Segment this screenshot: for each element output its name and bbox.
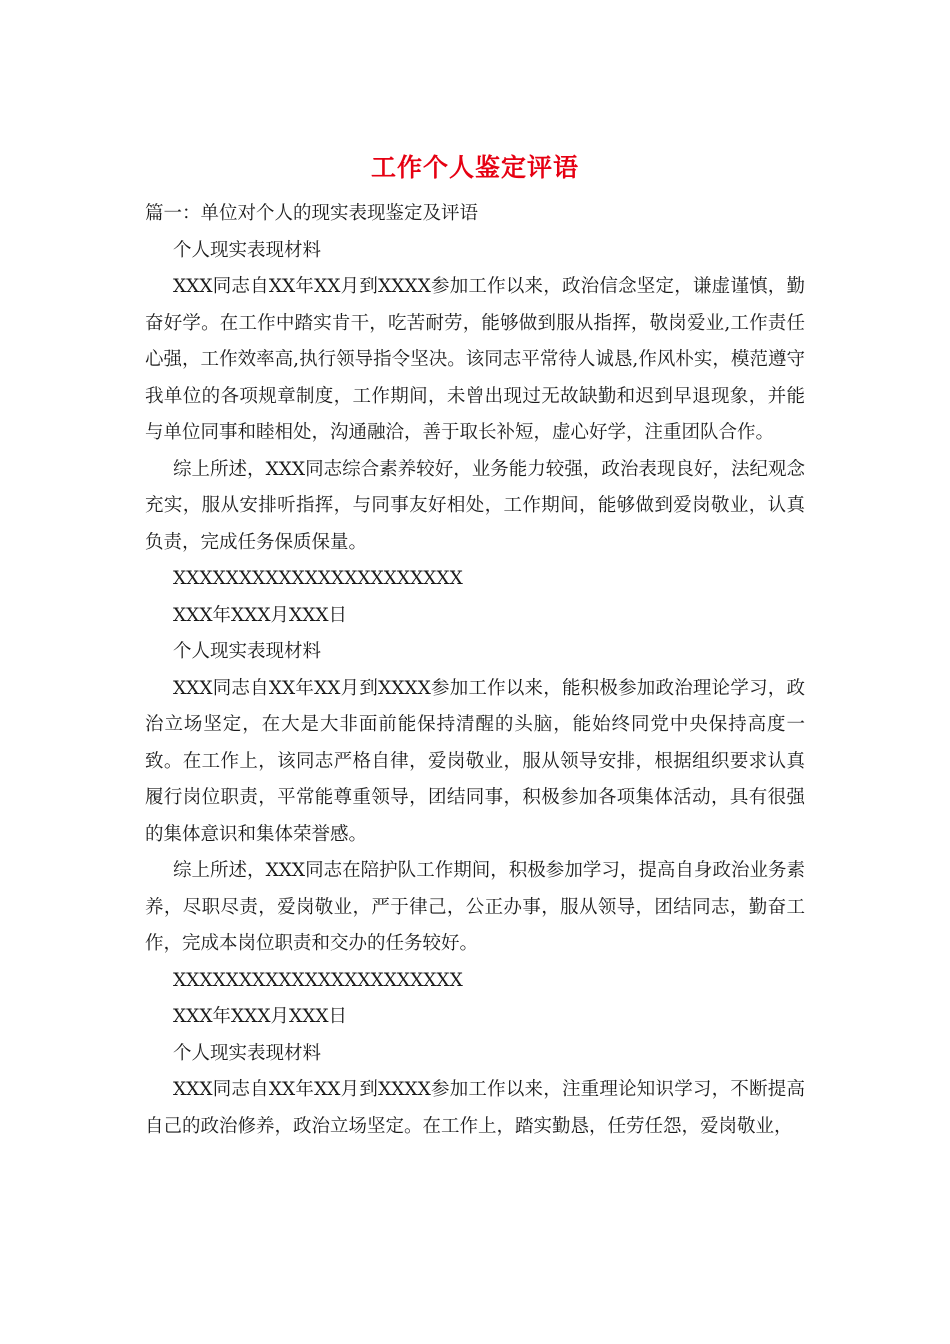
date-line: XXX年XXX月XXX日 <box>173 1006 348 1027</box>
section-heading: 篇一：单位对个人的现实表现鉴定及评语 <box>145 203 479 224</box>
signature-line: XXXXXXXXXXXXXXXXXXXXXX <box>173 568 463 589</box>
body-paragraph: XXX同志自XX年XX月到XXXX参加工作以来，注重理论知识学习，不断提高自己的政治修养，政治立场坚定。在工作上，踏实勤恳，任劳任怨，爱岗敬业， <box>145 1079 805 1137</box>
block-heading: 个人现实表现材料 <box>173 239 322 261</box>
body-paragraph: XXX同志自XX年XX月到XXXX参加工作以来，政治信念坚定，谦虚谨慎，勤奋好学。在工作中踏实肯干，吃苦耐劳，能够做到服从指挥，敬岗爱业,工作责任心强，工作效率高,执行领导指令坚决。该同志平常待人诚恳,作风朴实，模范遵守我单位的各项规章制度，工作期间，未曾出现过无故缺勤和迟到早退现象，并能与单位同事和睦相处，沟通融洽，善于取长补短，虚心好学，注重团队合作。 <box>145 276 805 443</box>
signature-line: XXXXXXXXXXXXXXXXXXXXXX <box>173 969 463 991</box>
block-heading: 个人现实表现材料 <box>173 641 322 662</box>
document-title: 工作个人鉴定评语 <box>370 153 579 182</box>
summary-paragraph: 综上所述，XXX同志综合素养较好，业务能力较强，政治表现良好，法纪观念充实，服从安排听指挥，与同事友好相处，工作期间，能够做到爱岗敬业，认真负责，完成任务保质保量。 <box>145 458 805 553</box>
date-line: XXX年XXX月XXX日 <box>173 604 348 626</box>
document-body <box>145 196 805 1145</box>
summary-paragraph: 综上所述，XXX同志在陪护队工作期间，积极参加学习，提高自身政治业务素养，尽职尽责，爱岗敬业，严于律己，公正办事，服从领导，团结同志，勤奋工作，完成本岗位职责和交办的任务较好。 <box>145 860 805 954</box>
block-heading: 个人现实表现材料 <box>173 1042 322 1064</box>
body-paragraph: XXX同志自XX年XX月到XXXX参加工作以来，能积极参加政治理论学习，政治立场坚定，在大是大非面前能保持清醒的头脑，能始终同党中央保持高度一致。在工作上，该同志严格自律，爱岗敬业，服从领导安排，根据组织要求认真履行岗位职责，平常能尊重领导，团结同事，积极参加各项集体活动，具有很强的集体意识和集体荣誉感。 <box>145 677 805 845</box>
